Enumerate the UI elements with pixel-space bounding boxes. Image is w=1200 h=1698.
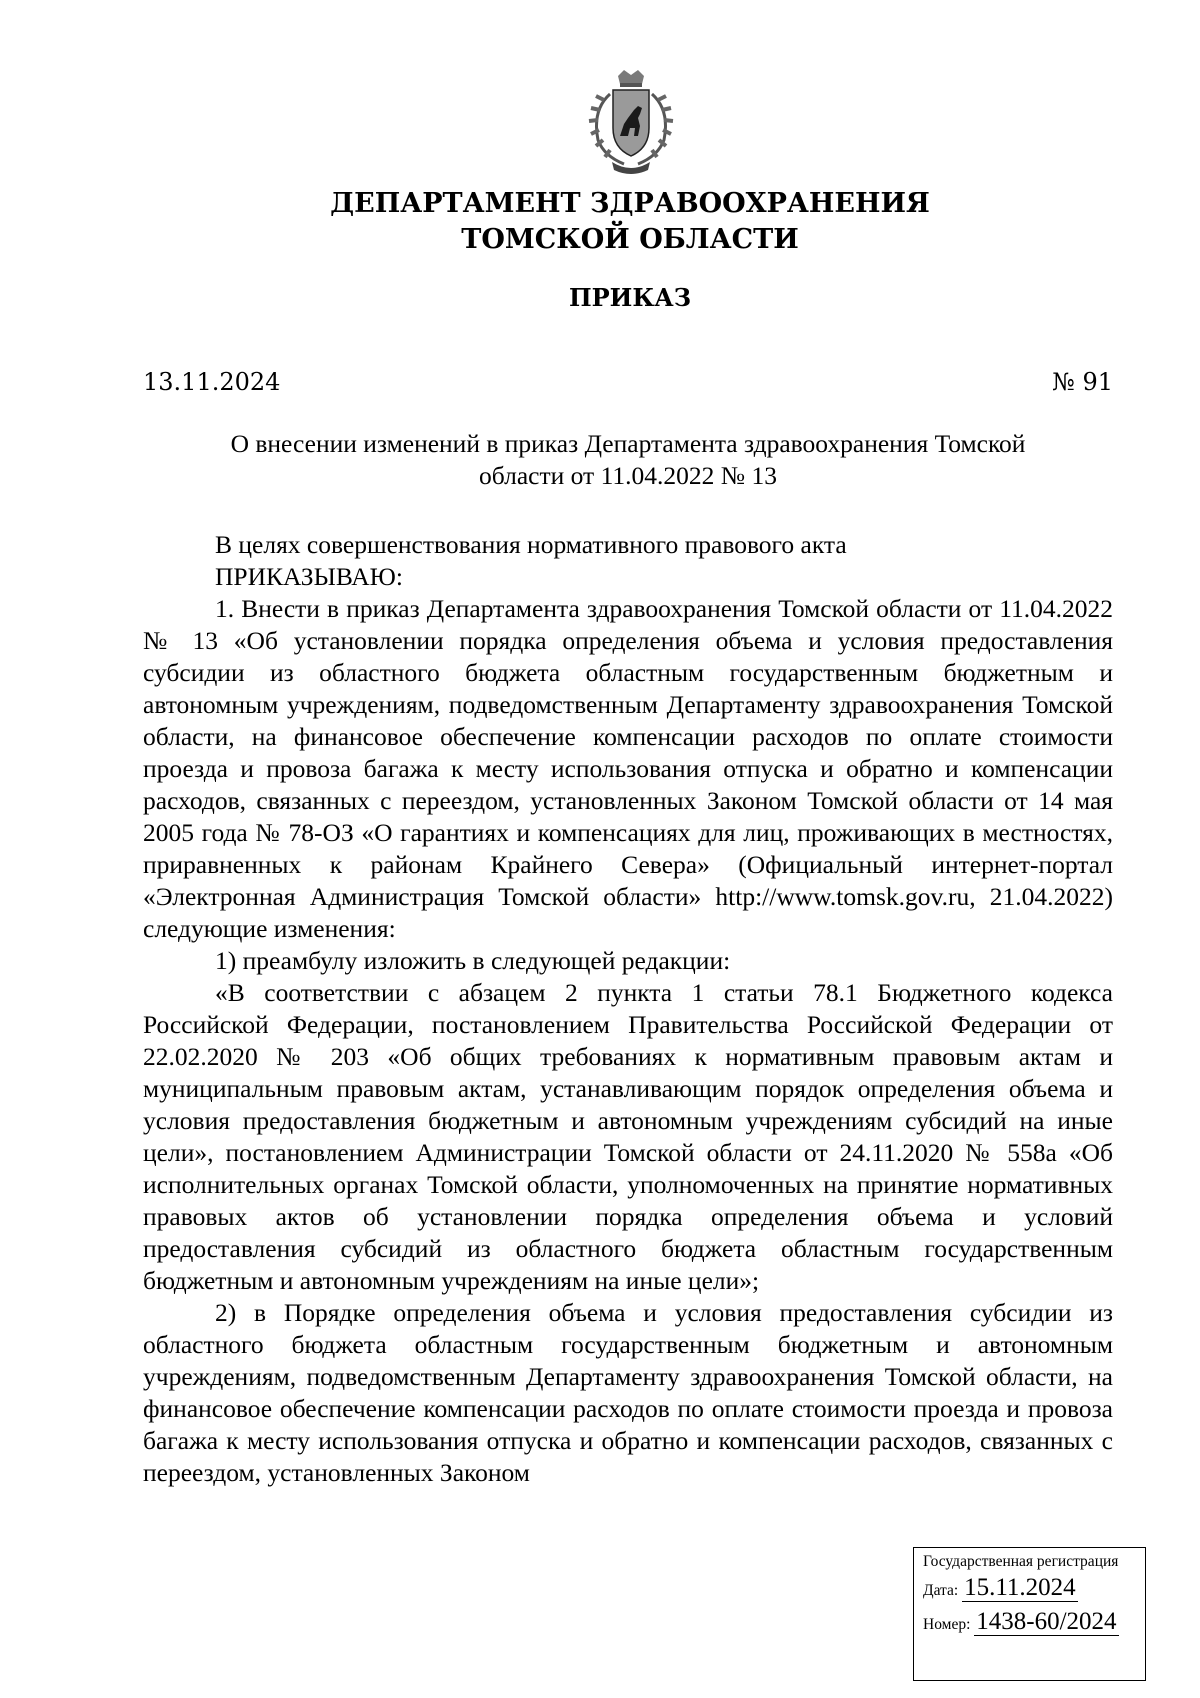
registration-stamp — [913, 1547, 1146, 1681]
registration-date-row — [923, 1574, 1145, 1612]
registration-number-row — [923, 1608, 1145, 1646]
organization-name-line1: ДЕПАРТАМЕНТ ЗДРАВООХРАНЕНИЯ — [330, 188, 930, 219]
body-paragraph: В целях совершенствования нормативного правового акта — [215, 530, 847, 559]
body-paragraph: «В соответствии с абзацем 2 пункта 1 статьи 78.1 Бюджетного кодекса Российской Федерации, постановлением Правительства Российской Федерации от 22.02.2020 № 203 «Об общих требованиях к нормативным правовым актам и муниципальным правовым актам, устанавливающим порядок определения объема и условия предоставления бюджетным и автономным учреждениям субсидий на иные цели», постановлением Администрации Томской области от 24.11.2020 № 558а «Об исполнительных органах Томской области, уполномоченных на принятие нормативных правовых актов об установлении порядка определения объема и условий предоставления субсидий из областного бюджета областным государственным бюджетным и автономным учреждениям на иные цели»; — [143, 978, 1113, 1295]
organization-name-line2: ТОМСКОЙ ОБЛАСТИ — [461, 224, 799, 255]
document-body — [143, 529, 1113, 1489]
registration-date-label: Дата: — [923, 1582, 959, 1599]
registration-number-label: Номер: — [923, 1616, 971, 1633]
document-title-line1: О внесении изменений в приказ Департамента здравоохранения Томской — [230, 429, 1026, 458]
registration-title: Государственная регистрация — [923, 1553, 1119, 1570]
body-paragraph: ПРИКАЗЫВАЮ: — [215, 562, 403, 591]
body-paragraph: 2) в Порядке определения объема и условия предоставления субсидии из областного бюджета областным государственным бюджетным и автономным учреждениям, подведомственным Департаменту здравоохранения Томской области, на финансовое обеспечение компенсации расходов по оплате стоимости проезда и провоза багажа к месту использования отпуска и обратно и компенсации расходов, связанных с переездом, установленных Законом — [143, 1298, 1113, 1487]
body-paragraph: 1. Внести в приказ Департамента здравоохранения Томской области от 11.04.2022 № 13 «Об установлении порядка определения объема и условия предоставления субсидии из областного бюджета областным государственным бюджетным и автономным учреждениям, подведомственным Департаменту здравоохранения Томской области, на финансовое обеспечение компенсации расходов по оплате стоимости проезда и провоза багажа к месту использования отпуска и обратно и компенсации расходов, связанных с переездом, установленных Законом Томской области от 14 мая 2005 года № 78-ОЗ «О гарантиях и компенсациях для лиц, проживающих в местностях, приравненных к районам Крайнего Севера» (Официальный интернет-портал «Электронная Администрация Томской области» http://www.tomsk.gov.ru, 21.04.2022) следующие изменения: — [143, 594, 1113, 943]
coat-of-arms-icon — [568, 70, 694, 178]
body-paragraph: 1) преамбулу изложить в следующей редакции: — [215, 946, 731, 975]
registration-number-value: 1438-60/2024 — [976, 1608, 1117, 1635]
registration-date-value: 15.11.2024 — [964, 1574, 1076, 1601]
organization-name — [150, 186, 1110, 258]
document-number: № 91 — [1052, 368, 1113, 396]
document-title — [143, 428, 1113, 492]
document-title-line2: области от 11.04.2022 № 13 — [479, 461, 777, 490]
document-type: ПРИКАЗ — [568, 283, 692, 312]
document-date: 13.11.2024 — [143, 368, 281, 396]
